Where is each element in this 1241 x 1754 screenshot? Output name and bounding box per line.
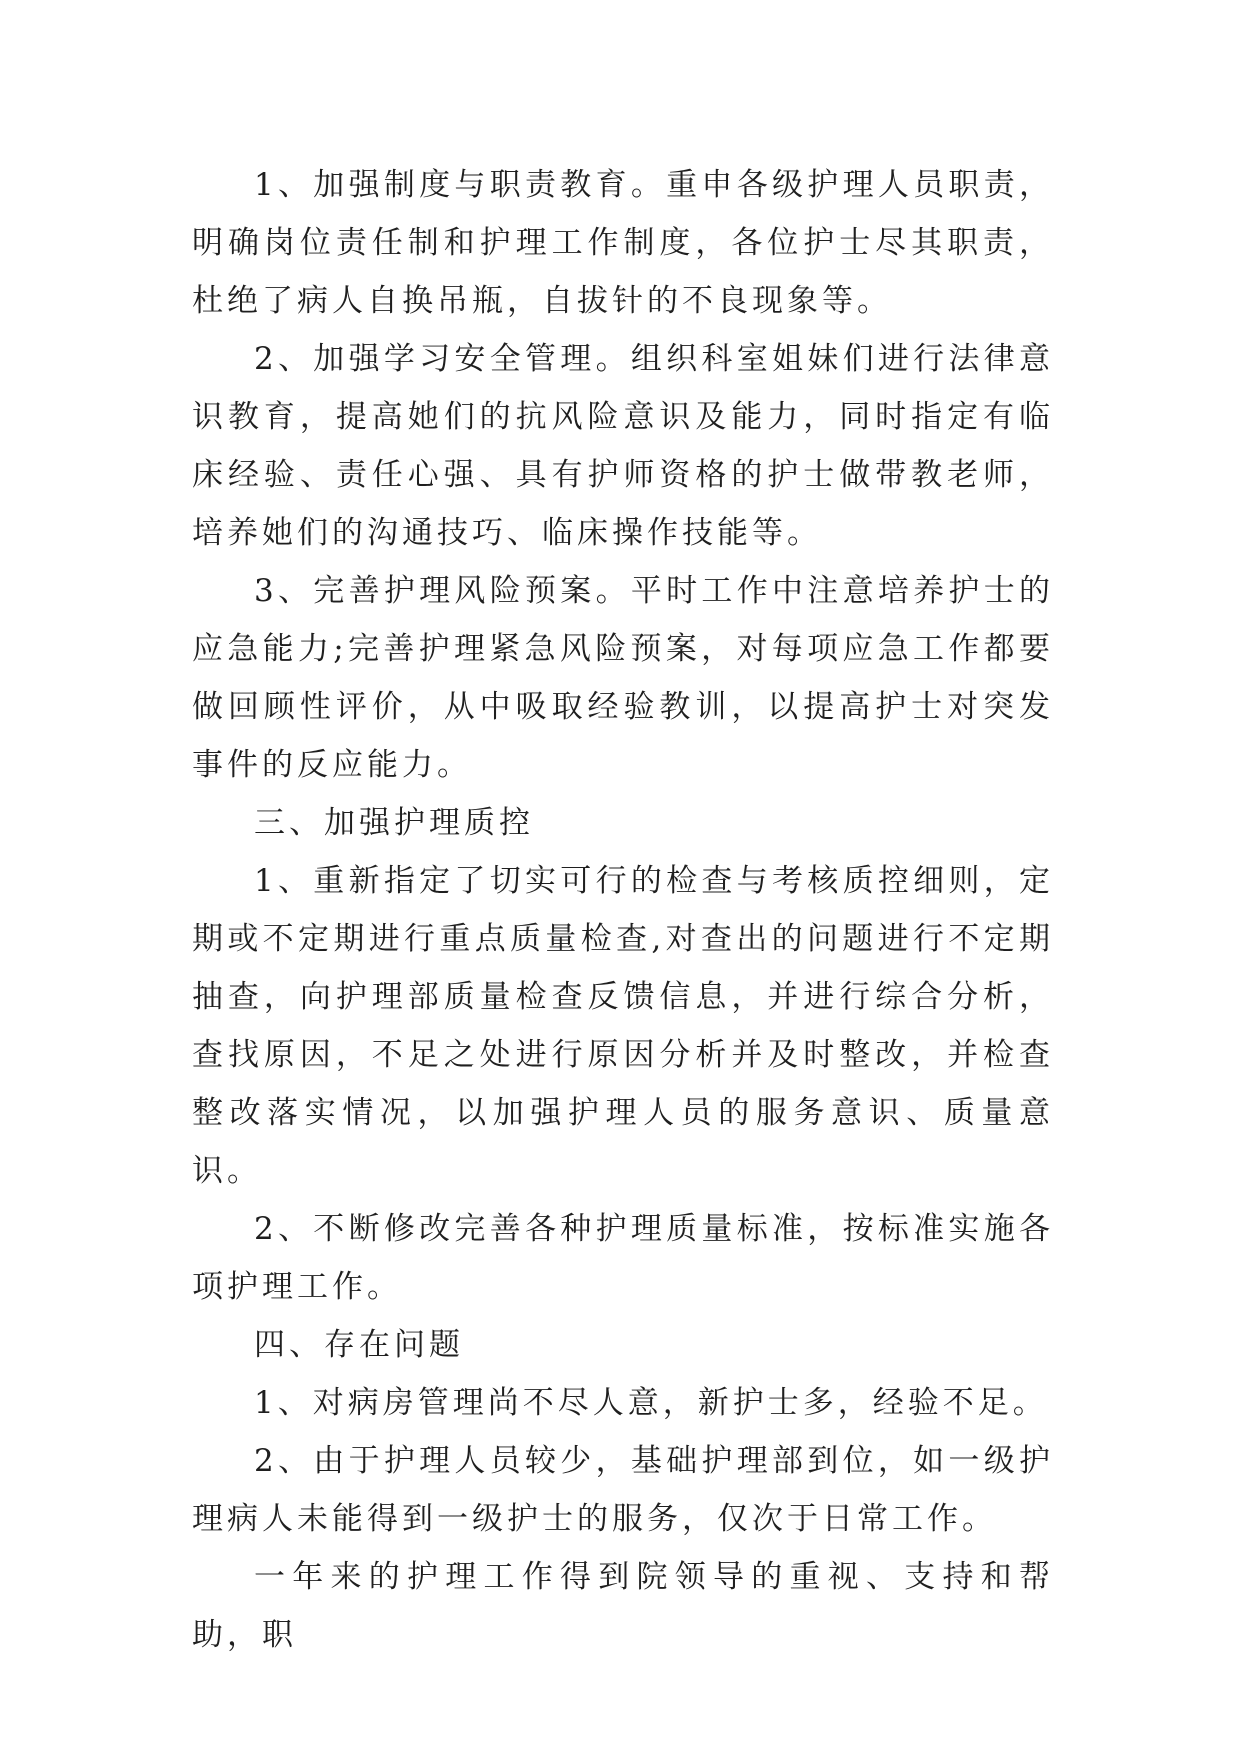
paragraph-1: 1、加强制度与职责教育。重申各级护理人员职责，明确岗位责任制和护理工作制度，各位护士尽其职责，杜绝了病人自换吊瓶，自拔针的不良现象等。 <box>192 167 1054 319</box>
paragraph-4: 1、重新指定了切实可行的检查与考核质控细则，定期或不定期进行重点质量检查,对查出的问题进行不定期抽查，向护理部质量检查反馈信息，并进行综合分析，查找原因，不足之处进行原因分析并及时整改，并检查整改落实情况，以加强护理人员的服务意识、质量意识。 <box>192 863 1054 1189</box>
document-body <box>192 156 1054 1664</box>
section-heading-4: 四、存在问题 <box>254 1327 464 1363</box>
paragraph-5: 2、不断修改完善各种护理质量标准，按标准实施各项护理工作。 <box>192 1211 1054 1305</box>
paragraph-2: 2、加强学习安全管理。组织科室姐妹们进行法律意识教育，提高她们的抗风险意识及能力，同时指定有临床经验、责任心强、具有护师资格的护士做带教老师，培养她们的沟通技巧、临床操作技能等。 <box>192 341 1054 551</box>
paragraph-8: 一年来的护理工作得到院领导的重视、支持和帮助，职 <box>192 1559 1054 1653</box>
paragraph-3: 3、完善护理风险预案。平时工作中注意培养护士的应急能力;完善护理紧急风险预案，对每项应急工作都要做回顾性评价，从中吸取经验教训，以提高护士对突发事件的反应能力。 <box>192 573 1054 783</box>
paragraph-7: 2、由于护理人员较少，基础护理部到位，如一级护理病人未能得到一级护士的服务，仅次于日常工作。 <box>192 1443 1054 1537</box>
section-heading-3: 三、加强护理质控 <box>254 805 534 841</box>
paragraph-6: 1、对病房管理尚不尽人意，新护士多，经验不足。 <box>254 1385 1048 1421</box>
